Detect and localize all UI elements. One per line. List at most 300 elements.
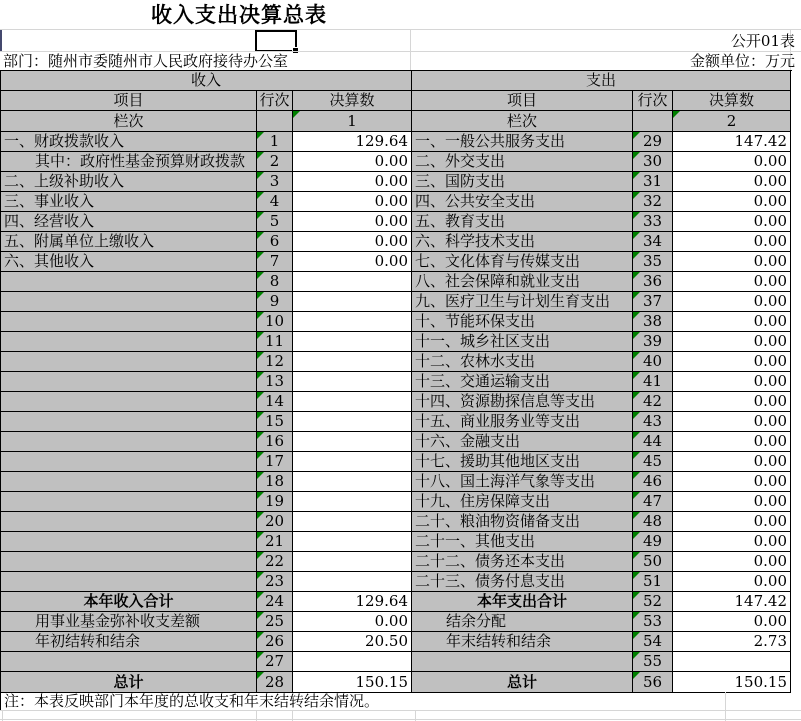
item-cell[interactable] — [1, 552, 257, 572]
line-number: 48 — [642, 512, 663, 530]
gridline — [0, 710, 801, 711]
item-cell[interactable] — [1, 352, 257, 372]
line-number: 8 — [269, 272, 280, 290]
item-cell[interactable]: 八、社会保障和就业支出 — [412, 272, 633, 292]
line-number-cell[interactable] — [257, 252, 293, 272]
column-number-row — [1, 111, 792, 132]
item-cell[interactable]: 结余分配 — [412, 612, 633, 632]
line-number: 42 — [642, 392, 663, 410]
line-number: 44 — [642, 432, 663, 450]
line-number-cell[interactable] — [257, 632, 293, 652]
item-cell[interactable]: 七、文化体育与传媒支出 — [412, 252, 633, 272]
item-cell[interactable]: 五、附属单位上缴收入 — [1, 232, 257, 252]
error-indicator-icon — [633, 152, 640, 159]
table-row — [1, 232, 792, 252]
line-number: 27 — [264, 652, 285, 670]
line-number-cell[interactable] — [257, 512, 293, 532]
line-number: 21 — [264, 532, 285, 550]
line-number-cell[interactable] — [633, 352, 673, 372]
error-indicator-icon — [257, 412, 264, 419]
line-number-cell[interactable] — [633, 332, 673, 352]
item-cell[interactable]: 十九、住房保障支出 — [412, 492, 633, 512]
error-indicator-icon — [633, 132, 640, 139]
line-number: 23 — [264, 572, 285, 590]
error-indicator-icon — [257, 492, 264, 499]
item-cell[interactable]: 六、科学技术支出 — [412, 232, 633, 252]
item-cell[interactable] — [1, 292, 257, 312]
item-cell[interactable]: 十八、国土海洋气象等支出 — [412, 472, 633, 492]
item-cell[interactable]: 二十一、其他支出 — [412, 532, 633, 552]
error-indicator-icon — [633, 172, 640, 179]
item-cell[interactable]: 二十二、债务还本支出 — [412, 552, 633, 572]
item-cell[interactable]: 一、一般公共服务支出 — [412, 132, 633, 152]
active-cell-selection[interactable] — [255, 30, 297, 52]
line-number-cell[interactable] — [633, 212, 673, 232]
amount-cell[interactable] — [293, 472, 412, 492]
amount-cell[interactable] — [673, 652, 791, 672]
amount-cell[interactable] — [293, 312, 412, 332]
item-cell[interactable]: 一、财政拨款收入 — [1, 132, 257, 152]
error-indicator-icon — [633, 372, 640, 379]
amount-cell[interactable] — [293, 452, 412, 472]
amount-cell[interactable]: 0.00 — [673, 392, 791, 412]
line-number-cell[interactable] — [257, 452, 293, 472]
amount-cell[interactable]: 0.00 — [673, 512, 791, 532]
item-cell[interactable]: 二、外交支出 — [412, 152, 633, 172]
amount-cell[interactable] — [293, 572, 412, 592]
item-cell[interactable]: 十一、城乡社区支出 — [412, 332, 633, 352]
item-cell[interactable] — [1, 532, 257, 552]
item-cell[interactable]: 十二、农林水支出 — [412, 352, 633, 372]
item-cell[interactable]: 三、国防支出 — [412, 172, 633, 192]
gridline — [415, 710, 416, 721]
line-number: 24 — [264, 592, 285, 610]
amount-cell[interactable] — [293, 372, 412, 392]
item-cell[interactable]: 五、教育支出 — [412, 212, 633, 232]
item-cell[interactable]: 十五、商业服务业等支出 — [412, 412, 633, 432]
amount-cell[interactable]: 129.64 — [293, 132, 412, 152]
error-indicator-icon — [257, 512, 264, 519]
line-number-cell[interactable] — [257, 572, 293, 592]
error-indicator-icon — [257, 452, 264, 459]
line-number-cell[interactable] — [633, 412, 673, 432]
sheet-label: 公开01表 — [730, 32, 795, 50]
item-cell[interactable]: 年末结转和结余 — [412, 632, 633, 652]
table-row — [1, 132, 792, 152]
line-number: 29 — [642, 132, 663, 150]
item-cell[interactable]: 本年支出合计 — [412, 592, 633, 612]
line-number-cell[interactable] — [257, 392, 293, 412]
amount-cell[interactable] — [293, 392, 412, 412]
item-cell[interactable] — [1, 512, 257, 532]
income-section-header[interactable]: 收入 — [1, 71, 412, 91]
line-number-cell[interactable] — [633, 572, 673, 592]
line-number-cell[interactable] — [633, 192, 673, 212]
line-number-cell[interactable] — [257, 412, 293, 432]
gridline — [410, 30, 411, 70]
item-cell[interactable] — [1, 372, 257, 392]
line-number: 31 — [642, 172, 663, 190]
line-number-cell[interactable] — [633, 372, 673, 392]
income-line-header[interactable]: 行次 — [257, 91, 293, 111]
item-cell[interactable] — [1, 652, 257, 672]
line-number: 52 — [642, 592, 663, 610]
line-number-cell[interactable] — [633, 652, 673, 672]
item-cell[interactable] — [1, 432, 257, 452]
fill-handle[interactable] — [292, 47, 298, 53]
line-number-cell[interactable] — [257, 492, 293, 512]
amount-cell[interactable]: 0.00 — [293, 612, 412, 632]
item-cell[interactable] — [1, 272, 257, 292]
table-row — [1, 292, 792, 312]
error-indicator-icon — [257, 292, 264, 299]
amount-cell[interactable] — [293, 352, 412, 372]
amount-cell[interactable]: 0.00 — [673, 292, 791, 312]
lanci-cell[interactable]: 栏次 — [1, 111, 257, 132]
item-cell[interactable]: 四、公共安全支出 — [412, 192, 633, 212]
line-number: 13 — [264, 372, 285, 390]
table-row — [1, 532, 792, 552]
table-row — [1, 332, 792, 352]
error-indicator-icon — [257, 632, 264, 639]
error-indicator-icon — [257, 192, 264, 199]
amount-cell[interactable]: 0.00 — [673, 432, 791, 452]
error-indicator-icon — [633, 232, 640, 239]
gridline — [0, 29, 801, 30]
amount-cell[interactable]: 0.00 — [673, 192, 791, 212]
amount-cell[interactable]: 0.00 — [293, 172, 412, 192]
amount-cell[interactable]: 0.00 — [673, 352, 791, 372]
line-number: 16 — [264, 432, 285, 450]
income-amount-header[interactable]: 决算数 — [293, 91, 412, 111]
item-cell[interactable]: 二十三、债务付息支出 — [412, 572, 633, 592]
amount-cell[interactable]: 0.00 — [673, 452, 791, 472]
line-number-cell[interactable] — [257, 332, 293, 352]
amount-cell[interactable]: 0.00 — [673, 492, 791, 512]
expense-amount-header[interactable]: 决算数 — [673, 91, 791, 111]
gridline — [2, 710, 3, 721]
amount-cell[interactable]: 0.00 — [673, 172, 791, 192]
income-column-number: 1 — [347, 112, 357, 130]
error-indicator-icon — [633, 192, 640, 199]
expense-column-number-cell[interactable] — [673, 111, 791, 132]
line-number-cell[interactable] — [633, 512, 673, 532]
line-number: 41 — [642, 372, 663, 390]
line-number: 38 — [642, 312, 663, 330]
error-indicator-icon — [633, 412, 640, 419]
amount-cell[interactable] — [293, 332, 412, 352]
line-number-cell[interactable] — [633, 612, 673, 632]
line-number-cell[interactable] — [257, 372, 293, 392]
item-cell[interactable] — [1, 312, 257, 332]
item-cell[interactable]: 用事业基金弥补收支差额 — [1, 612, 257, 632]
table-row — [1, 172, 792, 192]
gridline — [292, 710, 293, 721]
item-cell[interactable]: 六、其他收入 — [1, 252, 257, 272]
amount-cell[interactable]: 0.00 — [673, 572, 791, 592]
line-number-cell[interactable] — [633, 492, 673, 512]
line-number-cell[interactable] — [633, 292, 673, 312]
item-cell[interactable]: 二、上级补助收入 — [1, 172, 257, 192]
amount-cell[interactable] — [293, 432, 412, 452]
line-number-cell[interactable] — [633, 392, 673, 412]
error-indicator-icon — [633, 472, 640, 479]
line-number: 6 — [269, 232, 280, 250]
expense-column-number: 2 — [726, 112, 737, 130]
income-column-number-cell[interactable] — [293, 111, 412, 132]
line-number-cell[interactable] — [257, 652, 293, 672]
table-row — [1, 192, 792, 212]
error-indicator-icon — [673, 111, 680, 118]
line-number-cell[interactable] — [633, 592, 673, 612]
line-number-cell[interactable] — [633, 432, 673, 452]
error-indicator-icon — [257, 592, 264, 599]
error-indicator-icon — [257, 312, 264, 319]
amount-cell[interactable]: 0.00 — [673, 232, 791, 252]
amount-cell[interactable]: 0.00 — [673, 272, 791, 292]
line-number-cell[interactable] — [633, 532, 673, 552]
line-number: 26 — [264, 632, 285, 650]
page-title: 收入支出决算总表 — [151, 2, 327, 27]
line-number: 10 — [264, 312, 285, 330]
empty-cell[interactable] — [257, 111, 293, 132]
item-cell[interactable]: 年初结转和结余 — [1, 632, 257, 652]
error-indicator-icon — [633, 532, 640, 539]
error-indicator-icon — [633, 592, 640, 599]
item-cell[interactable]: 十七、援助其他地区支出 — [412, 452, 633, 472]
error-indicator-icon — [633, 432, 640, 439]
error-indicator-icon — [257, 372, 264, 379]
line-number-cell[interactable] — [257, 672, 293, 693]
item-cell[interactable] — [1, 392, 257, 412]
amount-cell[interactable] — [293, 292, 412, 312]
error-indicator-icon — [633, 392, 640, 399]
expense-item-header[interactable]: 项目 — [412, 91, 633, 111]
line-number-cell[interactable] — [257, 152, 293, 172]
line-number: 30 — [642, 152, 663, 170]
error-indicator-icon — [257, 252, 264, 259]
item-cell[interactable]: 十六、金融支出 — [412, 432, 633, 452]
line-number-cell[interactable] — [633, 232, 673, 252]
line-number-cell[interactable] — [633, 152, 673, 172]
amount-cell[interactable]: 129.64 — [293, 592, 412, 612]
amount-cell[interactable]: 0.00 — [293, 192, 412, 212]
amount-cell[interactable]: 0.00 — [673, 472, 791, 492]
item-cell[interactable] — [1, 332, 257, 352]
line-number-cell[interactable] — [633, 132, 673, 152]
line-number-cell[interactable] — [257, 552, 293, 572]
item-cell[interactable]: 本年收入合计 — [1, 592, 257, 612]
line-number-cell[interactable] — [257, 592, 293, 612]
table-row — [1, 212, 792, 232]
item-cell[interactable] — [1, 452, 257, 472]
line-number: 12 — [264, 352, 285, 370]
table-row — [1, 392, 792, 412]
line-number: 1 — [269, 132, 280, 150]
line-number: 53 — [642, 612, 663, 630]
item-cell[interactable] — [1, 572, 257, 592]
amount-cell[interactable] — [293, 492, 412, 512]
expense-line-header[interactable]: 行次 — [633, 91, 673, 111]
empty-cell[interactable] — [633, 111, 673, 132]
error-indicator-icon — [257, 432, 264, 439]
error-indicator-icon — [633, 632, 640, 639]
error-indicator-icon — [633, 612, 640, 619]
amount-cell[interactable]: 0.00 — [673, 552, 791, 572]
amount-cell[interactable]: 0.00 — [293, 152, 412, 172]
gridline — [0, 719, 801, 720]
final-accounts-table — [0, 70, 792, 693]
line-number: 46 — [642, 472, 663, 490]
line-number-cell[interactable] — [257, 352, 293, 372]
amount-cell[interactable]: 0.00 — [293, 212, 412, 232]
error-indicator-icon — [633, 312, 640, 319]
line-number: 40 — [642, 352, 663, 370]
amount-cell[interactable] — [293, 412, 412, 432]
error-indicator-icon — [633, 212, 640, 219]
error-indicator-icon — [257, 152, 264, 159]
line-number-cell[interactable] — [633, 472, 673, 492]
item-cell[interactable] — [1, 492, 257, 512]
footnote: 注：本表反映部门本年度的总收支和年末结转结余情况。 — [0, 692, 790, 710]
line-number-cell[interactable] — [257, 272, 293, 292]
item-cell[interactable]: 四、经营收入 — [1, 212, 257, 232]
line-number-cell[interactable] — [257, 292, 293, 312]
table-row — [1, 672, 792, 693]
line-number-cell[interactable] — [257, 612, 293, 632]
line-number-cell[interactable] — [257, 472, 293, 492]
line-number-cell[interactable] — [633, 452, 673, 472]
line-number-cell[interactable] — [257, 312, 293, 332]
error-indicator-icon — [633, 272, 640, 279]
line-number: 33 — [642, 212, 663, 230]
amount-cell[interactable]: 0.00 — [673, 372, 791, 392]
gridline — [725, 692, 726, 721]
item-cell[interactable]: 三、事业收入 — [1, 192, 257, 212]
amount-cell[interactable]: 0.00 — [673, 252, 791, 272]
line-number-cell[interactable] — [633, 632, 673, 652]
amount-cell[interactable]: 147.42 — [673, 132, 791, 152]
error-indicator-icon — [257, 652, 264, 659]
line-number-cell[interactable] — [633, 272, 673, 292]
lanci-cell[interactable]: 栏次 — [412, 111, 633, 132]
expense-section-header[interactable]: 支出 — [412, 71, 791, 91]
line-number: 35 — [642, 252, 663, 270]
item-cell[interactable]: 其中：政府性基金预算财政拨款 — [1, 152, 257, 172]
error-indicator-icon — [293, 111, 300, 118]
line-number-cell[interactable] — [633, 312, 673, 332]
error-indicator-icon — [257, 332, 264, 339]
item-cell[interactable] — [1, 412, 257, 432]
amount-cell[interactable]: 0.00 — [293, 232, 412, 252]
amount-cell[interactable] — [293, 532, 412, 552]
amount-cell[interactable]: 0.00 — [673, 332, 791, 352]
amount-cell[interactable]: 0.00 — [673, 312, 791, 332]
table-row — [1, 572, 792, 592]
item-cell[interactable]: 二十、粮油物资储备支出 — [412, 512, 633, 532]
table-row — [1, 272, 792, 292]
table-body — [1, 132, 792, 693]
line-number-cell[interactable] — [633, 172, 673, 192]
amount-cell[interactable]: 147.42 — [673, 592, 791, 612]
error-indicator-icon — [257, 172, 264, 179]
amount-cell[interactable]: 0.00 — [673, 532, 791, 552]
amount-cell[interactable] — [293, 552, 412, 572]
amount-cell[interactable]: 0.00 — [673, 212, 791, 232]
amount-cell[interactable]: 150.15 — [293, 672, 412, 693]
line-number-cell[interactable] — [633, 552, 673, 572]
line-number: 7 — [269, 252, 280, 270]
income-item-header[interactable]: 项目 — [1, 91, 257, 111]
line-number-cell[interactable] — [257, 232, 293, 252]
error-indicator-icon — [633, 332, 640, 339]
line-number-cell[interactable] — [257, 172, 293, 192]
department-label: 部门：随州市委随州市人民政府接待办公室 — [3, 52, 289, 70]
line-number: 17 — [264, 452, 285, 470]
amount-cell[interactable]: 0.00 — [673, 412, 791, 432]
table-row — [1, 152, 792, 172]
line-number: 4 — [269, 192, 280, 210]
table-row — [1, 312, 792, 332]
item-cell[interactable]: 十三、交通运输支出 — [412, 372, 633, 392]
table-row — [1, 512, 792, 532]
error-indicator-icon — [633, 652, 640, 659]
item-cell[interactable] — [412, 652, 633, 672]
amount-cell[interactable]: 0.00 — [293, 252, 412, 272]
amount-cell[interactable]: 20.50 — [293, 632, 412, 652]
line-number-cell[interactable] — [633, 672, 673, 693]
line-number-cell[interactable] — [257, 212, 293, 232]
line-number: 49 — [642, 532, 663, 550]
item-cell[interactable] — [1, 472, 257, 492]
error-indicator-icon — [633, 492, 640, 499]
amount-cell[interactable] — [293, 652, 412, 672]
amount-cell[interactable] — [293, 272, 412, 292]
item-cell[interactable]: 九、医疗卫生与计划生育支出 — [412, 292, 633, 312]
error-indicator-icon — [633, 352, 640, 359]
line-number: 55 — [642, 652, 663, 670]
table-row — [1, 372, 792, 392]
line-number: 43 — [642, 412, 663, 430]
error-indicator-icon — [633, 452, 640, 459]
error-indicator-icon — [257, 232, 264, 239]
amount-cell[interactable]: 150.15 — [673, 672, 791, 693]
table-row — [1, 492, 792, 512]
item-cell[interactable]: 总计 — [412, 672, 633, 693]
line-number: 37 — [642, 292, 663, 310]
line-number-cell[interactable] — [257, 432, 293, 452]
line-number-cell[interactable] — [633, 252, 673, 272]
line-number-cell[interactable] — [257, 132, 293, 152]
column-header-row — [1, 91, 792, 111]
item-cell[interactable]: 十四、资源勘探信息等支出 — [412, 392, 633, 412]
amount-cell[interactable]: 0.00 — [673, 612, 791, 632]
amount-cell[interactable]: 0.00 — [673, 152, 791, 172]
line-number-cell[interactable] — [257, 532, 293, 552]
item-cell[interactable]: 总计 — [1, 672, 257, 693]
error-indicator-icon — [257, 272, 264, 279]
line-number: 20 — [264, 512, 285, 530]
amount-cell[interactable]: 2.73 — [673, 632, 791, 652]
item-cell[interactable]: 十、节能环保支出 — [412, 312, 633, 332]
error-indicator-icon — [257, 612, 264, 619]
amount-cell[interactable] — [293, 512, 412, 532]
error-indicator-icon — [257, 352, 264, 359]
error-indicator-icon — [633, 552, 640, 559]
line-number: 56 — [642, 673, 663, 691]
error-indicator-icon — [257, 552, 264, 559]
line-number-cell[interactable] — [257, 192, 293, 212]
